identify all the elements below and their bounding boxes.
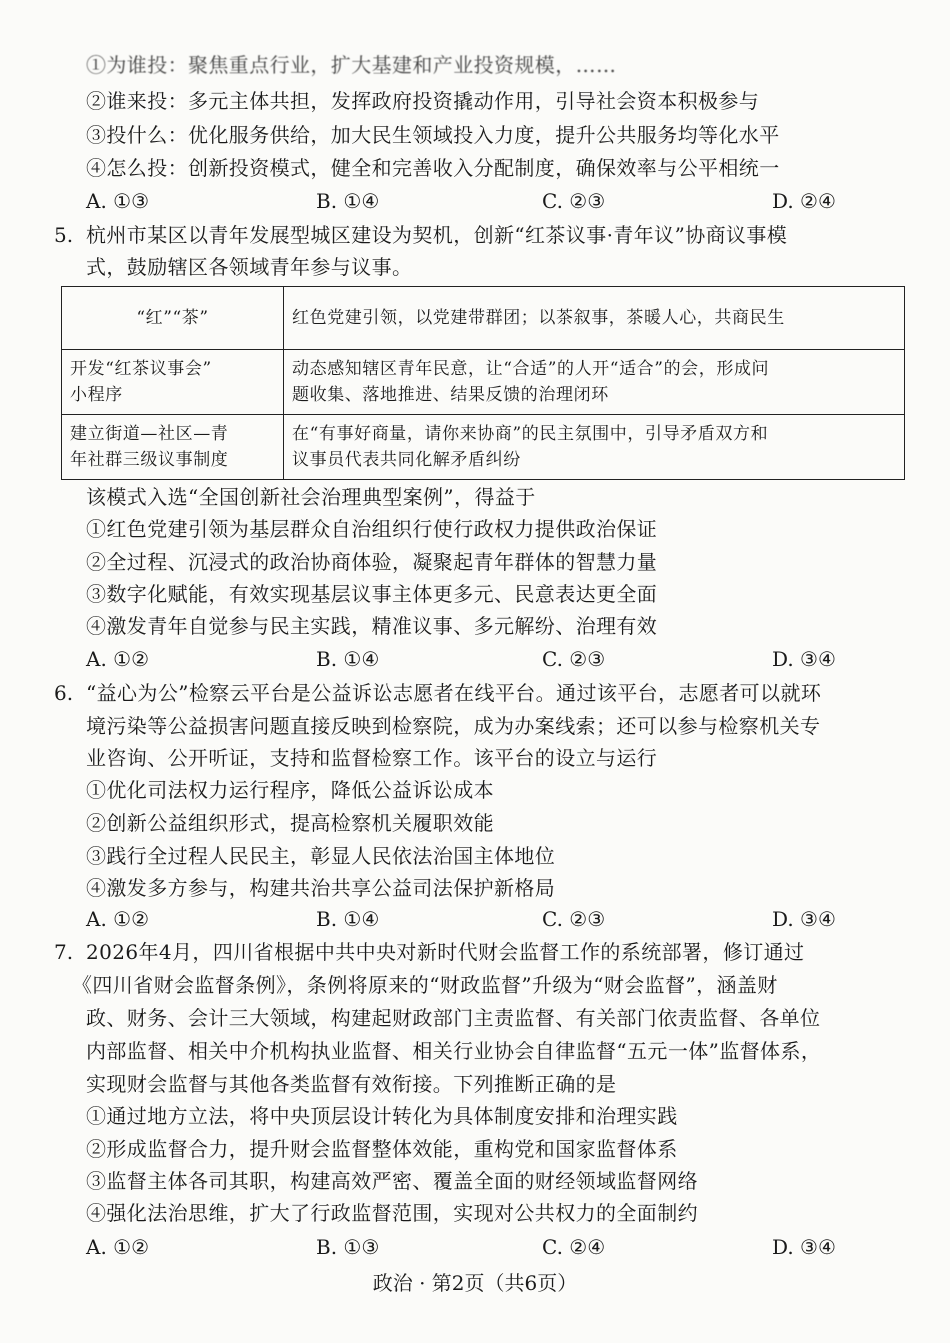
q5-table-cell-left: 建立街道—社区—青 年社群三级议事制度 [62, 415, 284, 480]
q5-table-cell-right: 动态感知辖区青年民意，让“合适”的人开“适合”的会，形成问 题收集、落地推进、结果反馈的治理闭环 [284, 350, 905, 415]
q5-table-cell-left: “红”“茶” [62, 287, 284, 350]
q4-options [0, 188, 950, 214]
q6-stem-line-2: 境污染等公益损害问题直接反映到检察院，成为办案线索；还可以参与检察机关专 [86, 714, 821, 738]
q7-stem-line-5: 实现财会监督与其他各类监督有效衔接。下列推断正确的是 [86, 1072, 617, 1096]
q6-option-d: D. ③④ [772, 907, 836, 931]
q5-table-row [62, 350, 905, 415]
q4-option-d: D. ②④ [772, 189, 836, 213]
q7-number: 7. [54, 940, 74, 964]
q4-option-c: C. ②③ [542, 189, 606, 213]
q5-number: 5. [54, 223, 74, 247]
q7-statement-4: ④强化法治思维，扩大了行政监督范围，实现对公共权力的全面制约 [86, 1201, 698, 1225]
q5-statement-3: ③数字化赋能，有效实现基层议事主体更多元、民意表达更全面 [86, 582, 658, 606]
q4-option-a: A. ①③ [86, 189, 150, 213]
q4-statement-4: ④怎么投：创新投资模式，健全和完善收入分配制度，确保效率与公平相统一 [86, 156, 780, 180]
q4-statement-1: ①为谁投：聚焦重点行业，扩大基建和产业投资规模，…… [86, 53, 617, 77]
q7-option-d: D. ③④ [772, 1235, 836, 1259]
q5-table [61, 286, 905, 480]
q5-table-cell-right: 在“有事好商量，请你来协商”的民主氛围中，引导矛盾双方和 议事员代表共同化解矛盾纠纷 [284, 415, 905, 480]
q4-statement-2: ②谁来投：多元主体共担，发挥政府投资撬动作用，引导社会资本积极参与 [86, 89, 760, 113]
q6-stem-line-1: “益心为公”检察云平台是公益诉讼志愿者在线平台。通过该平台，志愿者可以就环 [86, 681, 822, 705]
q7-options [0, 1234, 950, 1260]
q6-statement-1: ①优化司法权力运行程序，降低公益诉讼成本 [86, 778, 494, 802]
q7-stem-line-1: 2026年4月，四川省根据中共中央对新时代财会监督工作的系统部署，修订通过 [86, 940, 805, 964]
q6-stem-line-3: 业咨询、公开听证，支持和监督检察工作。该平台的设立与运行 [86, 746, 658, 770]
q6-option-c: C. ②③ [542, 907, 606, 931]
q6-options [0, 906, 950, 932]
q5-options [0, 646, 950, 672]
q7-stem-line-2: 《四川省财会监督条例》，条例将原来的“财政监督”升级为“财会监督”，涵盖财 [72, 973, 778, 997]
q5-option-c: C. ②③ [542, 647, 606, 671]
q7-option-a: A. ①② [86, 1235, 150, 1259]
q5-table-cell-left: 开发“红茶议事会” 小程序 [62, 350, 284, 415]
q5-table-cell-right: 红色党建引领，以党建带群团；以茶叙事，茶暖人心，共商民生 [284, 287, 905, 350]
q5-statement-4: ④激发青年自觉参与民主实践，精准议事、多元解纷、治理有效 [86, 614, 658, 638]
page-footer: 政治 · 第2页（共6页） [372, 1271, 578, 1295]
q5-table-row [62, 287, 905, 350]
q5-option-b: B. ①④ [316, 647, 380, 671]
q5-statement-1: ①红色党建引领为基层群众自治组织行使行政权力提供政治保证 [86, 517, 658, 541]
q6-option-b: B. ①④ [316, 907, 380, 931]
q5-question: 该模式入选“全国创新社会治理典型案例”，得益于 [86, 485, 536, 509]
q4-statement-3: ③投什么：优化服务供给，加大民生领域投入力度，提升公共服务均等化水平 [86, 123, 780, 147]
q6-statement-2: ②创新公益组织形式，提高检察机关履职效能 [86, 811, 494, 835]
q5-stem-line-2: 式，鼓励辖区各领域青年参与议事。 [86, 255, 413, 279]
q7-stem-line-3: 政、财务、会计三大领域，构建起财政部门主责监督、有关部门依责监督、各单位 [86, 1006, 821, 1030]
q7-option-c: C. ②④ [542, 1235, 606, 1259]
q7-option-b: B. ①③ [316, 1235, 380, 1259]
q5-statement-2: ②全过程、沉浸式的政治协商体验，凝聚起青年群体的智慧力量 [86, 550, 658, 574]
q5-option-a: A. ①② [86, 647, 150, 671]
q6-statement-3: ③践行全过程人民民主，彰显人民依法治国主体地位 [86, 844, 556, 868]
q7-statement-1: ①通过地方立法，将中央顶层设计转化为具体制度安排和治理实践 [86, 1104, 678, 1128]
q4-option-b: B. ①④ [316, 189, 380, 213]
q7-statement-3: ③监督主体各司其职，构建高效严密、覆盖全面的财经领域监督网络 [86, 1169, 698, 1193]
q6-number: 6. [54, 681, 74, 705]
q5-table-row [62, 415, 905, 480]
q6-option-a: A. ①② [86, 907, 150, 931]
q6-statement-4: ④激发多方参与，构建共治共享公益司法保护新格局 [86, 876, 556, 900]
q7-stem-line-4: 内部监督、相关中介机构执业监督、相关行业协会自律监督“五元一体”监督体系， [86, 1039, 822, 1063]
q5-stem-line-1: 杭州市某区以青年发展型城区建设为契机，创新“红茶议事·青年议”协商议事模 [86, 223, 788, 247]
q7-statement-2: ②形成监督合力，提升财会监督整体效能，重构党和国家监督体系 [86, 1137, 678, 1161]
q5-option-d: D. ③④ [772, 647, 836, 671]
